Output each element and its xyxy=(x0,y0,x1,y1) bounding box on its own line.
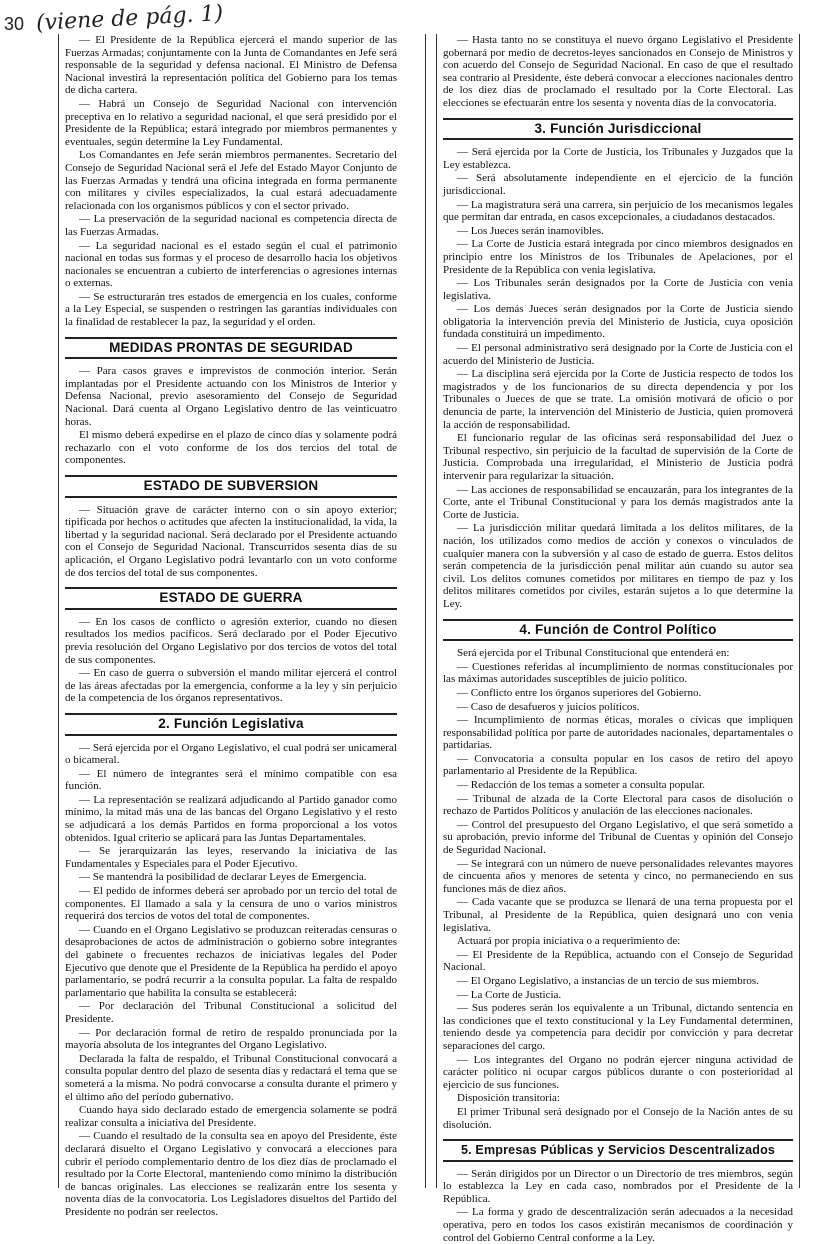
paragraph: — Se integrará con un número de nueve personalidades relevantes mayores de cincuenta años y menores de setenta y cinco, no permaneciendo en sus funciones más de diez años. xyxy=(443,857,793,895)
paragraph: — Los integrantes del Organo no podrán ejercer ninguna actividad de carácter político ni ocupar cargos públicos durante o con posterioridad al ejercicio de sus funciones. xyxy=(443,1053,793,1091)
paragraph: — Incumplimiento de normas éticas, morales o cívicas que impliquen responsabilidad política por parte de autoridades nacionales, departamentales o partidarias. xyxy=(443,714,793,752)
paragraph: — El Organo Legislativo, a instancias de un tercio de sus miembros. xyxy=(457,974,759,987)
page-number: 30 xyxy=(4,14,25,34)
paragraph: — Se jerarquizarán las leyes, reservando la iniciativa de las Fundamentales y Especiales para el Poder Ejecutivo. xyxy=(65,845,397,870)
section-heading-jurisdiccional: 3. Función Jurisdiccional xyxy=(443,118,793,141)
paragraph: — En caso de guerra o subversión el mando militar ejercerá el control de las áreas afectadas por la emergencia, conforme a la ley y sin perjuicio de la competencia de los órganos representativos. xyxy=(65,667,397,705)
section-heading-control: 4. Función de Control Político xyxy=(443,619,793,642)
paragraph: — Cada vacante que se produzca se llenará de una terna propuesta por el Tribunal, al Presidente de la República, quien designará uno con venia legislativa. xyxy=(443,896,793,934)
handwritten-note: (viene de pág. 1) xyxy=(35,1,224,36)
paragraph: — Por declaración formal de retiro de respaldo pronunciada por la mayoría absoluta de los integrantes del Organo Legislativo. xyxy=(65,1026,397,1052)
paragraph: — Caso de desafueros y juicios políticos. xyxy=(457,700,640,713)
paragraph: Disposición transitoria: xyxy=(457,1092,560,1105)
paragraph: — Sus poderes serán los equivalente a un Tribunal, dictando sentencia en las condiciones que el texto constitucional y la Ley Fundamental determinen, teniendo desde ya competencia para decidir por convicción y para decretar separaciones del cargo. xyxy=(443,1002,793,1052)
paragraph: — La jurisdicción militar quedará limitada a los delitos militares, de la nación, los utilizados como medios de acción y conexos o vinculados de cualquier manera con la subversión y al caso de estado de guerra. Estos delitos serán competencia de la jurisdicción penal militar aún cuando su autor sea civil. Los delitos comunes cometidos por militares en tiempo de paz y los delitos militares cometidos por civiles, estarán sujetos a lo que determine la Ley. xyxy=(443,522,793,610)
paragraph: — Por declaración del Tribunal Constitucional a solicitud del Presidente. xyxy=(65,1000,397,1025)
section-heading-subversion: ESTADO DE SUBVERSION xyxy=(65,475,397,498)
paragraph: — Cuestiones referidas al incumplimiento de normas constitucionales por las máximas autoridades susceptibles de juicio político. xyxy=(443,660,793,686)
paragraph: — La magistratura será una carrera, sin perjuicio de los mecanismos legales que permitan dar entrada, en casos excepcionales, a ciudadanos destacados. xyxy=(443,198,793,224)
paragraph: — Redacción de los temas a someter a consulta popular. xyxy=(457,779,706,792)
paragraph: Actuará por propia iniciativa o a requerimiento de: xyxy=(457,935,681,948)
paragraph: — Habrá un Consejo de Seguridad Nacional con intervención preceptiva en lo relativo a seguridad nacional, el que será presidido por el Presidente de la República; estará integrado por miembros permanentes y eventuales, según determine la Ley Fundamental. xyxy=(65,97,397,148)
column-divider xyxy=(425,34,426,1188)
paragraph: El mismo deberá expedirse en el plazo de cinco días y solamente podrá rechazarlo con el voto conforme de los dos tercios del total de componentes. xyxy=(65,429,397,467)
paragraph: — La Corte de Justicia estará integrada por cinco miembros designados en principio entre los Ministros de los Tribunales de Apelaciones, por el Presidente de la República con venia legislativa. xyxy=(443,238,793,276)
paragraph: — El personal administrativo será designado por la Corte de Justicia con el acuerdo del Ministerio de Justicia. xyxy=(443,342,793,367)
paragraph: — Serán dirigidos por un Director o un Directorio de tres miembros, según lo establezca la Ley en cada caso, nombrados por el Presidente de la República. xyxy=(443,1167,793,1205)
paragraph: — Convocatoria a consulta popular en los casos de retiro del apoyo parlamentario al Presidente de la República. xyxy=(443,752,793,778)
paragraph: — Será absolutamente independiente en el ejercicio de la función jurisdiccional. xyxy=(443,172,793,197)
paragraph: — Cuando en el Organo Legislativo se produzcan reiteradas censuras o desaprobaciones de actos de administración o gobierno sobre integrantes del gabinete o frecuentes rechazos de iniciativas legales del Poder Ejecutivo que denote que el Presidente de la República ha perdido el apoyo parlamentario, se podrá recurrir a la consulta popular. La falta de respaldo parlamentario que habilita la consulta se establecerá: xyxy=(65,923,397,999)
section-heading-empresas: 5. Empresas Públicas y Servicios Descentralizados xyxy=(443,1139,793,1162)
paragraph: El funcionario regular de las oficinas será responsabilidad del Juez o Tribunal respectivo, sin perjuicio de la facultad de supervisión de la Corte de Justicia. Comprobada una irregularidad, el Ministerio de Justicia podrá intervenir para regularizar la situación. xyxy=(443,432,793,482)
right-column xyxy=(436,34,800,1244)
paragraph: — Se mantendrá la posibilidad de declarar Leyes de Emergencia. xyxy=(79,871,367,884)
paragraph: — El número de integrantes será el mínimo compatible con esa función. xyxy=(65,767,397,793)
paragraph: El primer Tribunal será designado por el Consejo de la Nación antes de su disolución. xyxy=(443,1105,793,1131)
paragraph: — La representación se realizará adjudicando al Partido ganador como mínimo, la mitad más una de las bancas del Organo Legislativo y el resto se adjudicará a los demás Partidos en forma proporcional a los votos obtenidos. Igual criterio se aplicará para las Juntas Departamentales. xyxy=(65,793,397,844)
section-heading-medidas: MEDIDAS PRONTAS DE SEGURIDAD xyxy=(65,337,397,360)
paragraph: — En los casos de conflicto o agresión exterior, cuando no diesen resultados los medios pacíficos. Será declarado por el Poder Ejecutivo previa resolución del Organo Legislativo por dos tercios de votos del total de sus componentes. xyxy=(65,615,397,666)
paragraph: — Las acciones de responsabilidad se encauzarán, para los integrantes de la Corte, ante el Tribunal Constitucional y para los demás magistrados ante la Corte de Justicia. xyxy=(443,483,793,521)
paragraph: — Control del presupuesto del Organo Legislativo, el que será sometido a su aprobación, previo informe del Tribunal de Cuentas y opinión del Consejo de Seguridad Nacional. xyxy=(443,818,793,857)
section-heading-guerra: ESTADO DE GUERRA xyxy=(65,587,397,610)
paragraph: — Los Jueces serán inamovibles. xyxy=(457,224,604,237)
paragraph: — Será ejercida por el Organo Legislativo, el cual podrá ser unicameral o bicameral. xyxy=(65,741,397,767)
paragraph: — La disciplina será ejercida por la Corte de Justicia respecto de todos los magistrados y de los funcionarios de su directa dependencia y por los Tribunales o Jueces de que se trate. La omisión motivará de oficio o por denuncia de parte, la intervención del Ministerio de Justicia, quien promoverá la acción de responsabilidad. xyxy=(443,368,793,431)
paragraph: Cuando haya sido declarado estado de emergencia solamente se podrá realizar consulta a iniciativa del Presidente. xyxy=(65,1104,397,1129)
paragraph: — El pedido de informes deberá ser aprobado por un tercio del total de componentes. El llamado a sala y la censura de uno o varios ministros requerirá dos tercios de votos del total de componentes. xyxy=(65,885,397,923)
paragraph: — La preservación de la seguridad nacional es competencia directa de las Fuerzas Armadas. xyxy=(65,213,397,238)
paragraph: — Cuando el resultado de la consulta sea en apoyo del Presidente, éste declarará disuelto el Organo Legislativo y convocará a elecciones para cubrir el período complementario dentro de los diez días de proclamado el resultado por la Corte Electoral, manteniendo como mínimo la distribución de bancas originales. Las elecciones se realizarán entre los sesenta y noventa días de la convocatoria. Los Legisladores disueltos del Partido del Presidente no podrán ser reelectos. xyxy=(65,1130,397,1218)
paragraph: Declarada la falta de respaldo, el Tribunal Constitucional convocará a consulta popular dentro del plazo de sesenta días y redactará el tema que se someterá a la misma. No podrá convocarse a consulta durante el primero y el último año del período gubernativo. xyxy=(65,1052,397,1103)
paragraph: — Será ejercida por la Corte de Justicia, los Tribunales y Juzgados que la Ley establezca. xyxy=(443,146,793,171)
paragraph: — Hasta tanto no se constituya el nuevo órgano Legislativo el Presidente gobernará por medio de decretos-leyes sancionados en Consejo de Ministros y con acuerdo del Consejo de Seguridad Nacional. En caso de que el resultado sea contrario al Presidente, éste deberá convocar a elecciones nacionales dentro de los diez días de proclamado el resultado por la Corte Electoral. Las elecciones se efectuarán entre los sesenta y noventa días de la convocatoria. xyxy=(443,34,793,109)
section-heading-legislativa: 2. Función Legislativa xyxy=(65,713,397,736)
paragraph: — Se estructurarán tres estados de emergencia en los cuales, conforme a la Ley Especial, se suspenden o restringen las garantías individuales con la finalidad de restablecer la paz, la seguridad y el orden. xyxy=(65,290,397,329)
paragraph: — La forma y grado de descentralización serán adecuados a la necesidad operativa, pero en todos los casos existirán mecanismos de coordinación y control del Gobierno Central conforme a la Ley. xyxy=(443,1206,793,1244)
paragraph: — Conflicto entre los órganos superiores del Gobierno. xyxy=(457,686,702,699)
paragraph: — La Corte de Justicia. xyxy=(457,988,562,1001)
paragraph: — El Presidente de la República, actuando con el Consejo de Seguridad Nacional. xyxy=(443,948,793,974)
paragraph: — El Presidente de la República ejercerá el mando superior de las Fuerzas Armadas; conjuntamente con la Junta de Comandantes en Jefe será responsable de la seguridad y defensa nacional. El Ministro de Defensa Nacional investirá la representación política del Gobierno para los temas de dicha cartera. xyxy=(65,34,397,97)
paragraph: — Para casos graves e imprevistos de conmoción interior. Serán implantadas por el Presidente actuando con los Ministros de Interior y Defensa Nacional, previo asesoramiento del Consejo de Seguridad Nacional. Dará cuenta al Organo Legislativo dentro de las veinticuatro horas. xyxy=(65,365,397,428)
paragraph: — Situación grave de carácter interno con o sin apoyo exterior; tipificada por hechos o actitudes que afecten la institucionalidad, la vida, la libertad y la seguridad nacional. Será declarado por el Presidente actuando con el Consejo de Seguridad Nacional. Transcurridos sesenta días de su aplicación, el Organo Legislativo podrá levantarlo con un voto conforme de dos tercios del total de sus componentes. xyxy=(65,503,397,579)
paragraph: Será ejercida por el Tribunal Constitucional que entenderá en: xyxy=(457,647,730,660)
paragraph: — Los Tribunales serán designados por la Corte de Justicia con venia legislativa. xyxy=(443,277,793,302)
paragraph: Los Comandantes en Jefe serán miembros permanentes. Secretario del Consejo de Seguridad Nacional será el Jefe del Estado Mayor Conjunto de las Fuerzas Armadas y tendrá una oficina integrada en forma permanente con militares y civiles especializados, la cual estará adecuadamente relacionada con los organismos públicos y con el sector privado. xyxy=(65,149,397,212)
paragraph: — La seguridad nacional es el estado según el cual el patrimonio nacional en todas sus formas y el proceso de desarrollo hacia los objetivos nacionales se encuentran a cubierto de interferencias o agresiones internas o externas. xyxy=(65,239,397,290)
left-column xyxy=(58,34,401,1218)
paragraph: — Los demás Jueces serán designados por la Corte de Justicia siendo obligatoria la intervención previa del Ministerio de Justicia, cuya oposición fundada constituirá un impedimento. xyxy=(443,303,793,341)
paragraph: — Tribunal de alzada de la Corte Electoral para casos de disolución o rechazo de Partidos Políticos y anulación de las elecciones nacionales. xyxy=(443,792,793,818)
